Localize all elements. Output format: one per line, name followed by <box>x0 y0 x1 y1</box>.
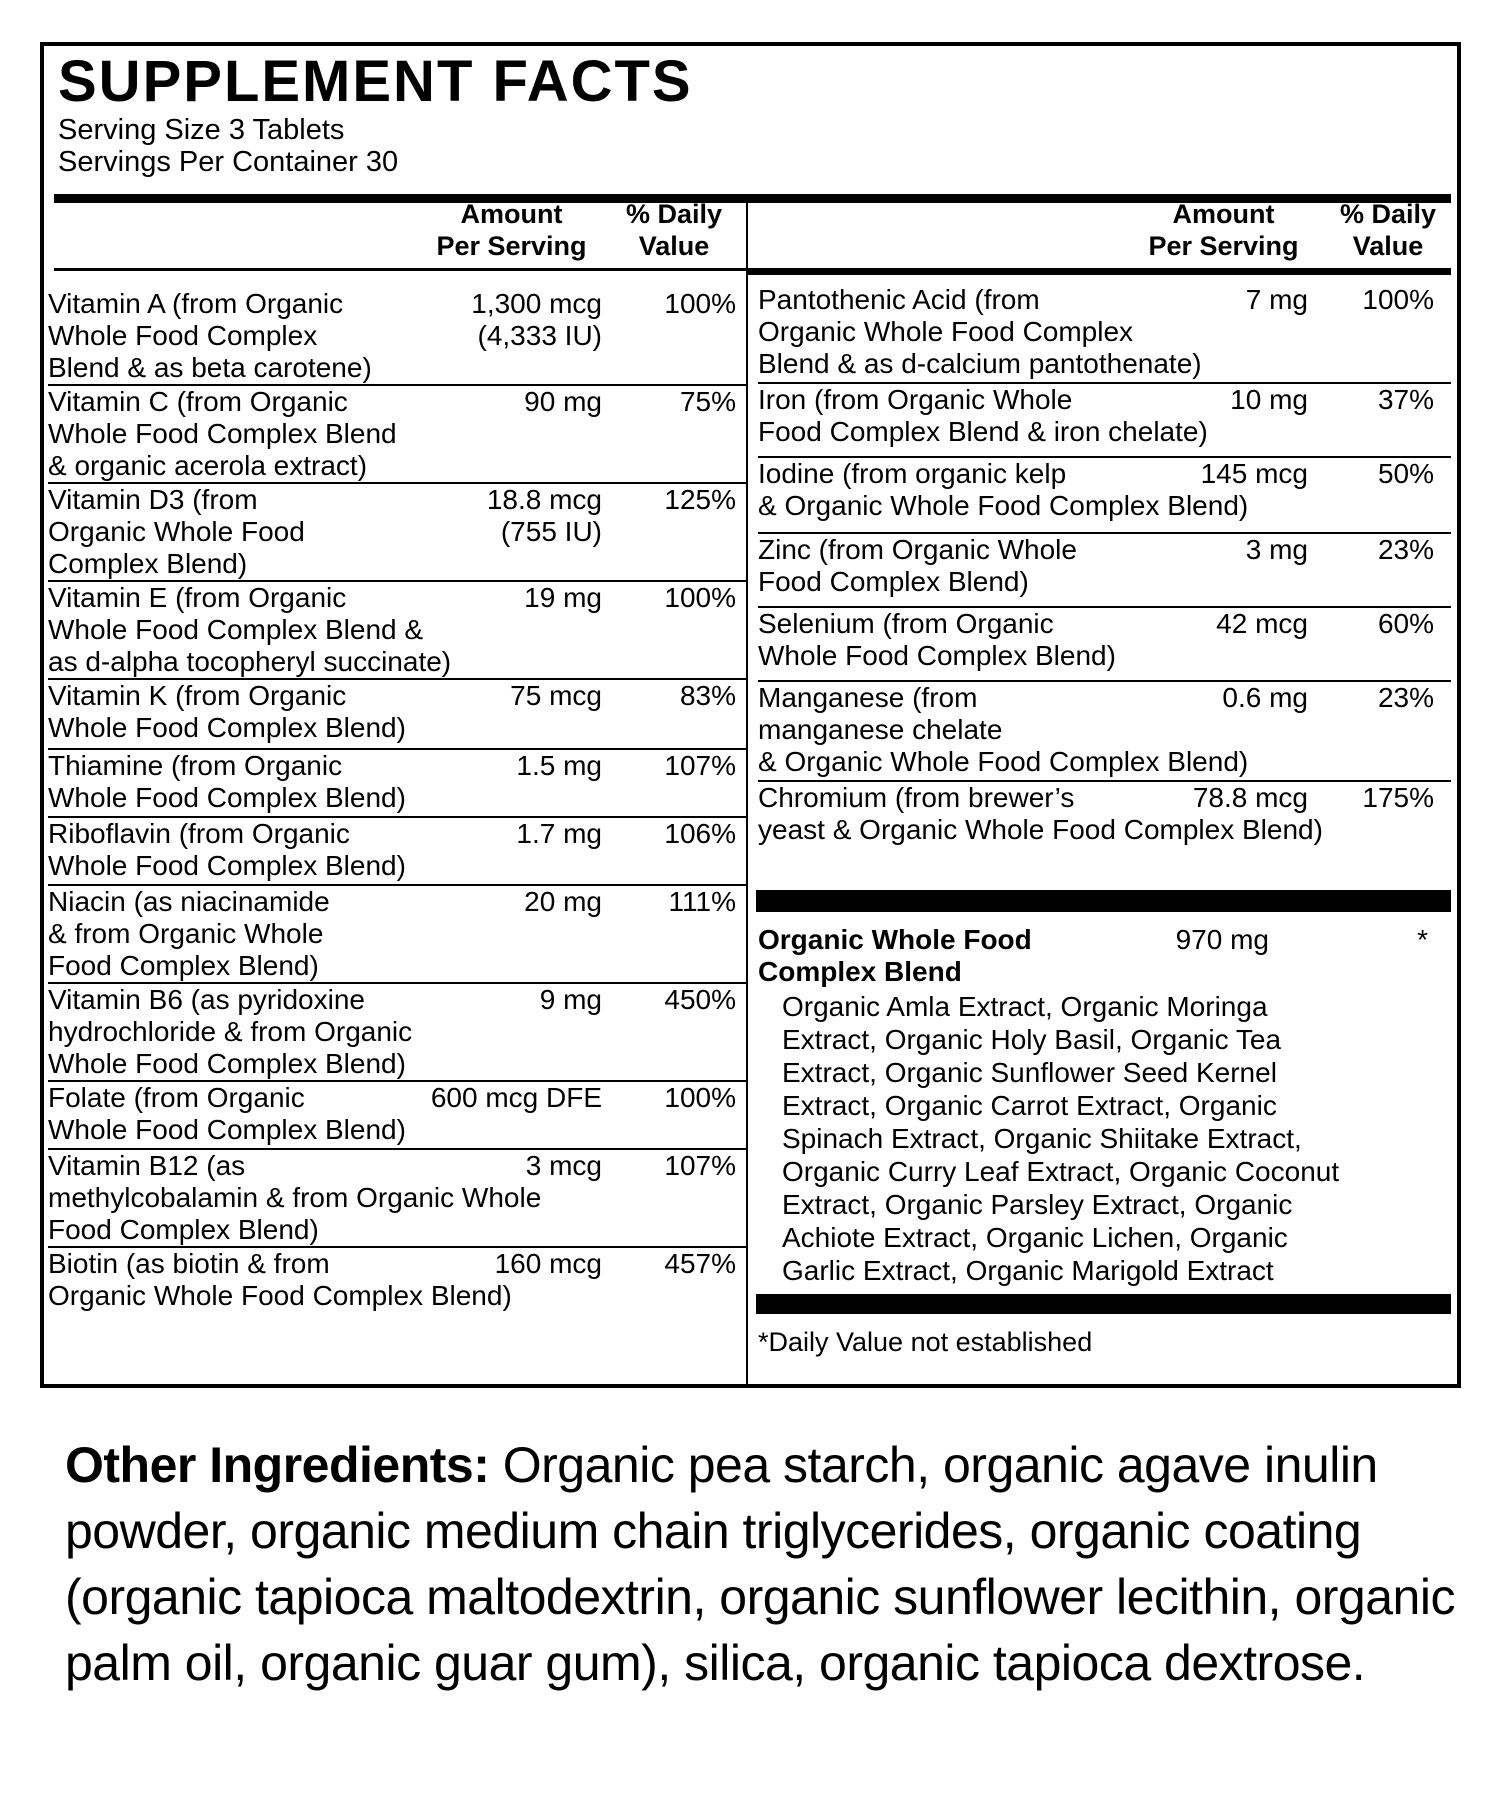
thick-bar-blend <box>756 890 1451 912</box>
left-dv-header: % Daily Value <box>625 199 723 261</box>
panel-title: SUPPLEMENT FACTS <box>58 49 693 114</box>
nutrient-row <box>48 818 746 886</box>
blend-name: Organic Whole Food Complex Blend <box>758 924 1032 987</box>
nutrient-name: Biotin (as biotin & from Organic Whole Food Complex Blend) <box>48 1248 512 1311</box>
nutrient-name: Vitamin B6 (as pyridoxine hydrochloride & from Organic Whole Food Complex Blend) <box>48 984 413 1079</box>
nutrient-name: Vitamin B12 (as methylcobalamin & from Organic Whole Food Complex Blend) <box>48 1150 542 1245</box>
nutrient-row <box>758 384 1451 458</box>
nutrient-name: Selenium (from Organic Whole Food Complex Blend) <box>758 608 1116 671</box>
right-header-rule <box>748 268 1451 275</box>
nutrient-row <box>48 582 746 680</box>
nutrient-daily-value: 111% <box>668 886 736 917</box>
nutrient-daily-value: 175% <box>1362 782 1434 813</box>
nutrient-daily-value: 100% <box>664 1082 736 1113</box>
nutrient-amount: 600 mcg DFE <box>430 1082 602 1113</box>
right-amount-header: Amount Per Serving <box>1148 199 1299 261</box>
nutrient-row <box>48 484 746 582</box>
nutrient-amount: 3 mg <box>1245 534 1308 565</box>
nutrient-name: Chromium (from brewer’s yeast & Organic Whole Food Complex Blend) <box>758 782 1323 845</box>
serving-size: Serving Size 3 Tablets <box>58 114 345 146</box>
nutrient-amount: 19 mg <box>524 582 602 613</box>
nutrient-amount: 18.8 mcg (755 IU) <box>486 484 602 547</box>
nutrient-daily-value: 60% <box>1377 608 1434 639</box>
blend-dv: * <box>1417 924 1428 955</box>
nutrient-row <box>758 534 1451 608</box>
nutrient-amount: 145 mcg <box>1200 458 1308 489</box>
nutrient-row <box>48 680 746 750</box>
nutrient-daily-value: 457% <box>664 1248 736 1279</box>
nutrient-amount: 1.7 mg <box>516 818 602 849</box>
nutrient-amount: 1.5 mg <box>516 750 602 781</box>
nutrient-daily-value: 107% <box>664 750 736 781</box>
nutrient-amount: 3 mcg <box>525 1150 602 1181</box>
nutrient-daily-value: 37% <box>1377 384 1434 415</box>
nutrient-name: Folate (from Organic Whole Food Complex Blend) <box>48 1082 406 1145</box>
blend-amount: 970 mg <box>1175 924 1269 955</box>
nutrient-name: Zinc (from Organic Whole Food Complex Blend) <box>758 534 1077 597</box>
nutrient-amount: 9 mg <box>539 984 602 1015</box>
servings-per-container: Servings Per Container 30 <box>58 146 399 178</box>
nutrient-name: Iron (from Organic Whole Food Complex Blend & iron chelate) <box>758 384 1208 447</box>
nutrient-amount: 78.8 mcg <box>1192 782 1308 813</box>
nutrient-daily-value: 100% <box>664 582 736 613</box>
nutrient-daily-value: 23% <box>1377 534 1434 565</box>
nutrient-name: Vitamin K (from Organic Whole Food Complex Blend) <box>48 680 406 743</box>
nutrient-name: Niacin (as niacinamide & from Organic Whole Food Complex Blend) <box>48 886 330 981</box>
nutrient-daily-value: 75% <box>679 386 736 417</box>
nutrient-row <box>48 984 746 1082</box>
column-divider <box>746 194 748 1384</box>
nutrient-row <box>758 782 1451 886</box>
supplement-facts-panel <box>40 42 1461 1388</box>
nutrient-amount: 160 mcg <box>494 1248 602 1279</box>
nutrient-name: Manganese (from manganese chelate & Organic Whole Food Complex Blend) <box>758 682 1249 777</box>
left-amount-header: Amount Per Serving <box>436 199 587 261</box>
nutrient-name: Vitamin C (from Organic Whole Food Complex Blend & organic acerola extract) <box>48 386 397 481</box>
nutrient-name: Thiamine (from Organic Whole Food Complex Blend) <box>48 750 406 813</box>
footnote: *Daily Value not established <box>758 1327 1093 1357</box>
nutrient-amount: 42 mcg <box>1216 608 1308 639</box>
nutrient-row <box>758 682 1451 782</box>
nutrient-daily-value: 50% <box>1377 458 1434 489</box>
nutrient-daily-value: 125% <box>664 484 736 515</box>
other-ingredients-label: Other Ingredients: <box>65 1437 490 1493</box>
nutrient-row <box>48 1248 746 1336</box>
nutrient-daily-value: 106% <box>664 818 736 849</box>
nutrient-daily-value: 107% <box>664 1150 736 1181</box>
nutrient-daily-value: 100% <box>664 288 736 319</box>
nutrient-amount: 75 mcg <box>510 680 602 711</box>
nutrient-name: Vitamin E (from Organic Whole Food Complex Blend & as d-alpha tocopheryl succinate) <box>48 582 452 677</box>
nutrient-daily-value: 100% <box>1362 284 1434 315</box>
nutrient-row <box>758 608 1451 682</box>
nutrient-amount: 90 mg <box>524 386 602 417</box>
other-ingredients <box>65 1432 1465 1696</box>
nutrient-name: Riboflavin (from Organic Whole Food Complex Blend) <box>48 818 406 881</box>
other-ingredients-text: Organic pea starch, organic agave inulin powder, organic medium chain triglycerides, organic coating (organic tapioca maltodextrin, organic sunflower lecithin, organic palm oil, organic guar gum), silica, organic tapioca dextrose. <box>65 1437 1455 1691</box>
nutrient-name: Iodine (from organic kelp & Organic Whole Food Complex Blend) <box>758 458 1249 521</box>
nutrient-amount: 10 mg <box>1230 384 1308 415</box>
thick-bar-footnote <box>756 1294 1451 1314</box>
nutrient-daily-value: 83% <box>679 680 736 711</box>
nutrient-row <box>758 284 1451 384</box>
nutrient-name: Vitamin A (from Organic Whole Food Complex Blend & as beta carotene) <box>48 288 372 383</box>
nutrient-daily-value: 450% <box>664 984 736 1015</box>
nutrient-amount: 20 mg <box>524 886 602 917</box>
nutrient-amount: 7 mg <box>1245 284 1308 315</box>
nutrient-row <box>48 1150 746 1248</box>
nutrient-row <box>48 1082 746 1150</box>
blend-ingredients: Organic Amla Extract, Organic Moringa Extract, Organic Holy Basil, Organic Tea Extract, Organic Sunflower Seed Kernel Extract, Organic Carrot Extract, Organic Spinach Extract, Organic Shiitake Extract, Organic Curry Leaf Extract, Organic Coconut Extract, Organic Parsley Extract, Organic Achiote Extract, Organic Lichen, Organic Garlic Extract, Organic Marigold Extract <box>782 991 1340 1286</box>
nutrient-row <box>48 886 746 984</box>
nutrient-amount: 0.6 mg <box>1222 682 1308 713</box>
nutrient-row <box>758 458 1451 534</box>
nutrient-daily-value: 23% <box>1377 682 1434 713</box>
nutrient-row <box>48 386 746 484</box>
nutrient-row <box>48 750 746 818</box>
nutrient-name: Pantothenic Acid (from Organic Whole Food Complex Blend & as d-calcium pantothenate) <box>758 284 1202 379</box>
nutrient-name: Vitamin D3 (from Organic Whole Food Complex Blend) <box>48 484 305 579</box>
left-header-rule <box>54 268 746 271</box>
nutrient-amount: 1,300 mcg (4,333 IU) <box>471 288 602 351</box>
right-dv-header: % Daily Value <box>1339 199 1437 261</box>
nutrient-row <box>48 288 746 386</box>
